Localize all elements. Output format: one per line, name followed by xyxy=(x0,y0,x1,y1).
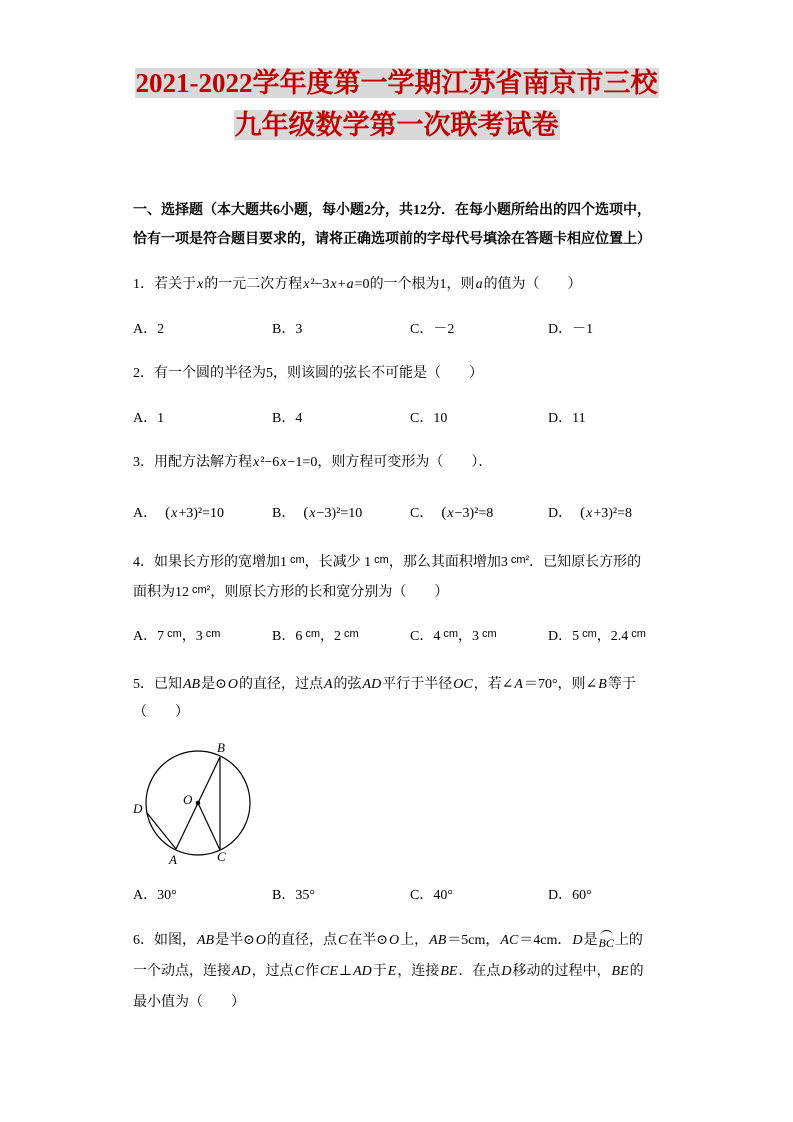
unit-cm2: cm² xyxy=(192,584,211,596)
q3-stem-text: 3．用配方法解方程 xyxy=(133,455,252,470)
q6-var: BE xyxy=(440,964,458,979)
option-text: ，3 xyxy=(458,629,480,644)
q6-var: BE xyxy=(611,964,629,979)
option-expr-text: ²=10 xyxy=(197,506,224,521)
q1-stem-text: 的一个根为1，则 xyxy=(369,277,475,292)
paren: ( xyxy=(165,505,171,521)
q3-option-d xyxy=(548,503,632,524)
paren: ( xyxy=(441,505,447,521)
option-letter: D． xyxy=(548,506,573,521)
q5-option-a: A．30° xyxy=(133,888,177,903)
section-1-heading-text-1: 一、选择题（本大题共6小题，每小题2分，共12分．在每小题所给出的四个选项中， xyxy=(133,203,651,218)
q6-var: AB xyxy=(197,933,215,948)
q6-stem-text: 的直径，点 xyxy=(266,933,337,948)
q5-stem-text: 的弦 xyxy=(333,677,362,692)
q6-stem-text: 于 xyxy=(372,964,387,979)
q5-stem-text: ＝70°，则∠ xyxy=(523,677,598,692)
q1-var: x xyxy=(197,277,204,292)
option-expr-text: ²=8 xyxy=(474,506,494,521)
q6-var: D xyxy=(501,964,512,979)
q1-var: a xyxy=(346,277,354,292)
option-text: ，2 xyxy=(320,629,342,644)
chord-ad xyxy=(147,813,176,849)
paren: ( xyxy=(303,505,309,521)
q5-option-c: C．40° xyxy=(410,888,453,903)
option-text: D．5 xyxy=(548,629,580,644)
q6-var: D xyxy=(572,933,583,948)
radius-oc xyxy=(198,803,220,850)
q5-var: AD xyxy=(362,677,382,692)
q1-stem-text: =0 xyxy=(354,277,370,292)
q6-stem-text: ，连接 xyxy=(397,964,440,979)
q5-stem-line-1 xyxy=(133,675,636,695)
exam-title-line-1 xyxy=(0,66,793,101)
q5-stem-text: 5．已知 xyxy=(133,677,182,692)
option-var: x xyxy=(309,506,316,521)
unit-cm: cm xyxy=(305,628,321,640)
option-text: C．4 xyxy=(410,629,441,644)
q3-option-b xyxy=(272,503,362,524)
q5-stem-text: 是⊙ xyxy=(201,677,227,692)
q4-option-d xyxy=(548,627,646,647)
unit-cm: cm xyxy=(205,628,221,640)
unit-cm: cm xyxy=(631,628,646,640)
option-expr-text: −3) xyxy=(316,506,337,521)
exam-title-text-2: 九年级数学第一次联考试卷 xyxy=(234,110,559,140)
q5-option-d: D．60° xyxy=(548,888,592,903)
option-text: B．6 xyxy=(272,629,303,644)
q4-stem-text: ，那么其面积增加3 xyxy=(388,555,508,570)
q1-var: a xyxy=(475,277,483,292)
option-text: ，3 xyxy=(181,629,203,644)
q6-stem-text: 上的 xyxy=(614,933,643,948)
q5-circle-figure xyxy=(125,735,265,870)
option-text: ，2.4 xyxy=(596,629,629,644)
unit-cm: cm xyxy=(290,554,305,566)
option-letter: C． xyxy=(410,506,434,521)
q4-stem-text: 面积为12 xyxy=(133,585,189,600)
section-1-heading-line-2 xyxy=(133,230,651,250)
unit-cm: cm xyxy=(344,628,359,640)
q1-stem-text: 的值为（ ） xyxy=(483,277,582,292)
q4-stem-text: ，长减少 1 xyxy=(304,555,372,570)
q1-option-c: C．－2 xyxy=(410,322,455,337)
q5-stem-line-2 xyxy=(133,703,189,723)
q6-stem-line-2 xyxy=(133,962,644,982)
q5-var: OC xyxy=(453,677,473,692)
q1-option-d: D．－1 xyxy=(548,322,594,337)
q5-var: O xyxy=(227,677,238,692)
q3-stem-text: ²−6 xyxy=(260,455,280,470)
q6-var: O xyxy=(389,933,400,948)
q4-options xyxy=(133,627,673,649)
q4-option-b xyxy=(272,627,359,647)
q5-answer-blank: （ ） xyxy=(133,705,189,720)
paren: ( xyxy=(580,505,586,521)
q2-option-d: D．11 xyxy=(548,411,586,426)
q1-option-a: A．2 xyxy=(133,322,165,337)
q5-options xyxy=(133,886,673,908)
q5-stem-text: 的直径，过点 xyxy=(238,677,323,692)
q6-stem-text: 上， xyxy=(400,933,429,948)
q1-stem-text: + xyxy=(337,277,346,292)
q6-var: O xyxy=(255,933,266,948)
q6-var: C xyxy=(337,933,348,948)
option-expr-text: ²=10 xyxy=(336,506,363,521)
q5-var: B xyxy=(598,677,607,692)
exam-title-text-1: 2021-2022学年度第一学期江苏省南京市三校 xyxy=(135,68,658,98)
option-var: x xyxy=(171,506,178,521)
label-b: B xyxy=(217,740,225,755)
unit-cm: cm xyxy=(482,628,497,640)
q6-stem-text: 一个动点，连接 xyxy=(133,964,231,979)
q2-option-b: B．4 xyxy=(272,411,303,426)
q3-options xyxy=(133,503,673,525)
q5-stem-text: 等于 xyxy=(607,677,636,692)
q6-stem-text: ＝4cm． xyxy=(519,933,572,948)
q1-options xyxy=(133,320,673,342)
q1-stem-text: 的一元二次方程 xyxy=(204,277,303,292)
q6-stem-text: ．在点 xyxy=(458,964,501,979)
q5-var: A xyxy=(514,677,523,692)
q5-var: AB xyxy=(183,677,201,692)
q6-stem-text: 6．如图， xyxy=(133,933,196,948)
center-point-o xyxy=(196,801,201,806)
q6-var: C xyxy=(294,964,305,979)
option-expression xyxy=(165,503,224,524)
section-1-heading-text-2: 恰有一项是符合题目要求的，请将正确选项前的字母代号填涂在答题卡相应位置上） xyxy=(133,232,651,247)
label-d: D xyxy=(133,801,143,816)
q1-stem-text: 1．若关于 xyxy=(133,277,196,292)
unit-cm: cm xyxy=(443,628,459,640)
arc-bc: BC xyxy=(599,933,614,953)
q2-options xyxy=(133,409,673,431)
option-expr-text: −3) xyxy=(454,506,475,521)
q1-stem-text: ²−3 xyxy=(310,277,330,292)
q4-stem-line-1 xyxy=(133,553,641,573)
q4-stem-text: ，则原长方形的长和宽分别为（ ） xyxy=(210,585,449,600)
q4-option-c xyxy=(410,627,497,647)
q6-stem-text: ⊥ xyxy=(338,964,353,979)
option-letter: A． xyxy=(133,506,158,521)
label-a: A xyxy=(169,852,177,867)
unit-cm: cm xyxy=(167,628,182,640)
q6-var: CE xyxy=(320,964,338,979)
q1-var: x xyxy=(303,277,310,292)
q3-stem-text: −1=0 xyxy=(287,455,318,470)
q3-var: x xyxy=(253,455,260,470)
unit-cm2: cm² xyxy=(510,554,530,566)
q3-stem-text: ，则方程可变形为（ ）． xyxy=(317,455,493,470)
q2-stem-text: 2．有一个圆的半径为5，则该圆的弦长不可能是（ ） xyxy=(133,366,483,381)
q6-stem-text: ＝5cm， xyxy=(447,933,500,948)
q6-stem-text: 作 xyxy=(305,964,320,979)
q5-option-b: B．35° xyxy=(272,888,315,903)
q2-stem xyxy=(133,364,483,384)
q3-stem xyxy=(133,453,492,473)
option-var: x xyxy=(447,506,454,521)
q1-stem xyxy=(133,275,582,295)
q6-stem-text: 是 xyxy=(583,933,598,948)
option-var: x xyxy=(586,506,593,521)
exam-title-line-2 xyxy=(0,108,793,143)
q3-option-a xyxy=(133,503,224,524)
q6-var: AC xyxy=(500,933,519,948)
unit-cm: cm xyxy=(582,628,597,640)
option-expr-text: +3) xyxy=(178,506,198,521)
q5-stem-text: 平行于半径 xyxy=(382,677,453,692)
section-1-heading-line-1 xyxy=(133,201,651,221)
q3-var: x xyxy=(280,455,287,470)
q6-stem-text: 移动的过程中， xyxy=(512,964,611,979)
q4-stem-line-2 xyxy=(133,583,448,603)
q5-var: A xyxy=(323,677,333,692)
option-expression xyxy=(580,503,632,524)
label-c: C xyxy=(217,849,226,864)
q3-option-c xyxy=(410,503,493,524)
option-text: A．7 xyxy=(133,629,165,644)
option-letter: B． xyxy=(272,506,296,521)
q6-var: AB xyxy=(429,933,447,948)
q2-option-a: A．1 xyxy=(133,411,165,426)
q4-stem-text: ．已知原长方形的 xyxy=(529,555,642,570)
q6-stem-text: ，过点 xyxy=(251,964,294,979)
q6-stem-text: 的 xyxy=(629,964,644,979)
q1-var: x xyxy=(330,277,337,292)
q1-option-b: B．3 xyxy=(272,322,303,337)
option-expr-text: ²=8 xyxy=(612,506,632,521)
q6-stem-text: 是半⊙ xyxy=(215,933,255,948)
q2-option-c: C．10 xyxy=(410,411,448,426)
option-expr-text: +3) xyxy=(593,506,613,521)
q6-stem-text: 在半⊙ xyxy=(348,933,389,948)
label-o: O xyxy=(183,792,193,807)
unit-cm: cm xyxy=(374,554,389,566)
option-expression xyxy=(441,503,493,524)
q6-var: AD xyxy=(353,964,372,979)
option-expression xyxy=(303,503,362,524)
q6-var: E xyxy=(387,964,397,979)
q6-stem-line-1 xyxy=(133,930,643,950)
q4-stem-text: 4．如果长方形的宽增加1 xyxy=(133,555,287,570)
q6-stem-line-3 xyxy=(133,993,245,1013)
q6-var: AD xyxy=(232,964,251,979)
q4-option-a xyxy=(133,627,220,647)
q6-stem-text: 最小值为（ ） xyxy=(133,995,245,1010)
q5-stem-text: ，若∠ xyxy=(473,677,514,692)
